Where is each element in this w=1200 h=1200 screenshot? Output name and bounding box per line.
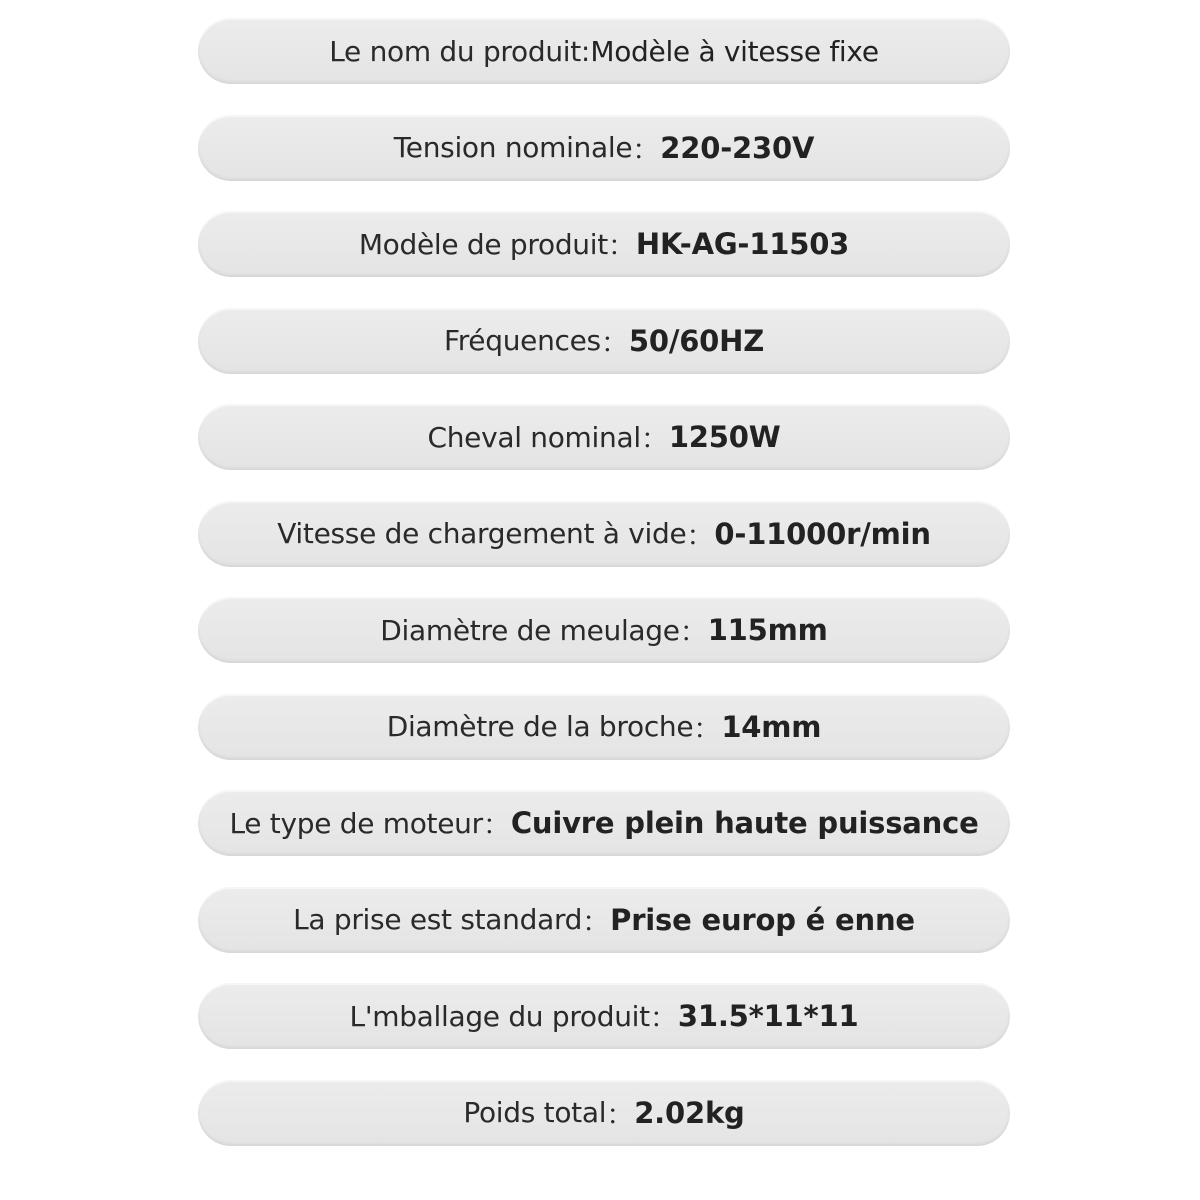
spec-value: 50/60HZ (628, 323, 765, 358)
spec-label: Modèle de produit (358, 227, 608, 261)
spec-separator: : (580, 34, 591, 68)
spec-label: La prise est standard (293, 903, 583, 936)
spec-value: Modèle à vitesse fixe (590, 34, 879, 68)
spec-value: 220-230V (660, 130, 815, 165)
spec-label: Tension nominale (393, 131, 633, 164)
spec-label: Diamètre de la broche (386, 710, 694, 743)
spec-value: 31.5*11*11 (677, 999, 859, 1033)
spec-value: 1250W (668, 420, 781, 454)
spec-value: HK-AG-11503 (635, 227, 850, 261)
spec-separator: ： (693, 711, 722, 745)
spec-separator: ： (679, 615, 708, 648)
spec-separator: ： (482, 808, 511, 841)
spec-row-spindle-diameter (198, 694, 1010, 760)
spec-value: Prise europ é enne (610, 902, 915, 937)
spec-value: 14mm (721, 709, 822, 744)
spec-separator: ： (607, 229, 636, 262)
spec-label: Vitesse de chargement à vide (277, 517, 687, 550)
spec-row-rated-power (198, 404, 1010, 470)
spec-separator: ： (600, 325, 629, 359)
spec-row-motor-type (198, 790, 1010, 856)
spec-label: Le nom du produit (329, 34, 581, 68)
spec-separator: ： (582, 904, 611, 938)
spec-row-no-load-speed (198, 501, 1010, 567)
spec-value: Cuivre plein haute puissance (510, 806, 979, 840)
spec-label: Diamètre de meulage (380, 613, 680, 647)
spec-label: Fréquences (443, 324, 601, 357)
spec-separator: ： (640, 422, 669, 455)
spec-list (198, 18, 1010, 1176)
spec-label: Cheval nominal (427, 420, 641, 454)
spec-row-product-name (198, 18, 1010, 84)
spec-label: Le type de moteur (229, 806, 483, 840)
spec-row-rated-voltage (198, 115, 1010, 181)
spec-row-product-model (198, 211, 1010, 277)
spec-value: 2.02kg (634, 1095, 745, 1130)
spec-separator: ： (649, 1001, 678, 1034)
spec-value: 0-11000r/min (714, 516, 931, 551)
spec-row-plug-standard (198, 887, 1010, 953)
spec-row-total-weight (198, 1080, 1010, 1146)
spec-label: L'mballage du produit (349, 999, 650, 1033)
spec-label: Poids total (463, 1096, 607, 1129)
spec-separator: ： (686, 518, 715, 552)
spec-separator: ： (632, 132, 661, 166)
spec-row-packaging (198, 983, 1010, 1049)
spec-row-frequency (198, 308, 1010, 374)
spec-separator: ： (606, 1097, 635, 1131)
spec-row-grinding-diameter (198, 597, 1010, 663)
spec-value: 115mm (707, 613, 828, 647)
